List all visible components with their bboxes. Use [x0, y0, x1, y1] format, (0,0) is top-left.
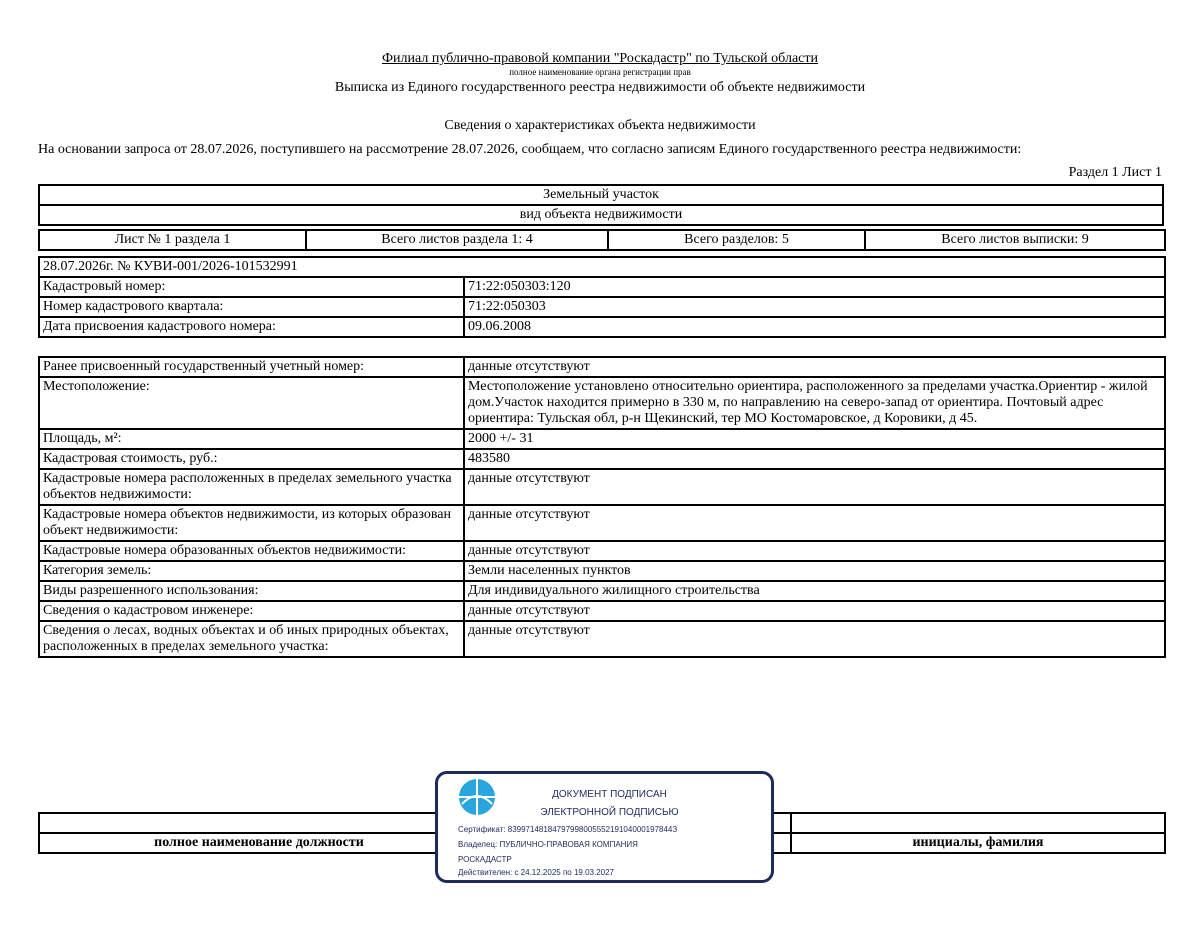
organization-caption: полное наименование органа регистрации прав	[509, 67, 691, 77]
row-label: Площадь, м²:	[39, 429, 464, 449]
row-label: Категория земель:	[39, 561, 464, 581]
characteristics-table	[38, 356, 1166, 658]
row-label: Дата присвоения кадастрового номера:	[39, 317, 464, 337]
row-label: Кадастровые номера объектов недвижимости, из которых образован объект недвижимости:	[39, 505, 464, 541]
row-label: Кадастровые номера образованных объектов недвижимости:	[39, 541, 464, 561]
row-label: Сведения о лесах, водных объектах и об иных природных объектах, расположенных в пределах земельного участка:	[39, 621, 464, 657]
document-number: 28.07.2026г. № КУВИ-001/2026-101532991	[39, 257, 1165, 277]
stamp-line-1: ДОКУМЕНТ ПОДПИСАН	[552, 789, 667, 800]
table-row	[39, 357, 1165, 377]
row-value: данные отсутствуют	[464, 541, 1165, 561]
row-value: данные отсутствуют	[464, 469, 1165, 505]
stamp-certificate: Сертификат: 8399714818479799800555219104000197844З	[458, 825, 678, 834]
row-label: Сведения о кадастровом инженере:	[39, 601, 464, 621]
section-reference: Раздел 1 Лист 1	[1068, 165, 1162, 180]
row-value: данные отсутствуют	[464, 621, 1165, 657]
stamp-line-2: ЭЛЕКТРОННОЙ ПОДПИСЬЮ	[540, 807, 679, 818]
row-label: Кадастровые номера расположенных в пределах земельного участка объектов недвижимости:	[39, 469, 464, 505]
section-title: Сведения о характеристиках объекта недвижимости	[444, 118, 756, 133]
section-sheets-count: Всего листов раздела 1: 4	[306, 230, 608, 250]
row-value: данные отсутствуют	[464, 505, 1165, 541]
info-table	[38, 256, 1166, 338]
row-value: 483580	[464, 449, 1165, 469]
table-row	[39, 469, 1165, 505]
row-value: 71:22:050303:120	[464, 277, 1165, 297]
object-type-table	[38, 184, 1164, 226]
name-caption: инициалы, фамилия	[791, 833, 1165, 853]
table-row	[39, 581, 1165, 601]
sheets-table	[38, 229, 1166, 251]
intro-text: На основании запроса от 28.07.2026, поступившего на рассмотрение 28.07.2026, сообщаем, что согласно записям Единого государственного реестра недвижимости:	[38, 142, 1022, 157]
table-row	[39, 541, 1165, 561]
row-value: Земли населенных пунктов	[464, 561, 1165, 581]
row-value: Для индивидуального жилищного строительства	[464, 581, 1165, 601]
organization-name: Филиал публично-правовой компании "Роскадастр" по Тульской области	[382, 51, 818, 66]
table-row	[39, 429, 1165, 449]
table-row	[39, 277, 1165, 297]
row-value: данные отсутствуют	[464, 357, 1165, 377]
sections-count: Всего разделов: 5	[608, 230, 865, 250]
row-value: 71:22:050303	[464, 297, 1165, 317]
row-value: 09.06.2008	[464, 317, 1165, 337]
position-caption: полное наименование должности	[39, 833, 479, 853]
object-type-caption: вид объекта недвижимости	[39, 205, 1163, 225]
document-title: Выписка из Единого государственного реестра недвижимости об объекте недвижимости	[334, 80, 866, 95]
table-row	[39, 297, 1165, 317]
stamp-owner-2: РОСКАДАСТР	[458, 855, 512, 864]
electronic-signature-stamp	[435, 771, 774, 883]
table-row	[39, 317, 1165, 337]
table-row	[39, 621, 1165, 657]
table-row	[39, 601, 1165, 621]
row-label: Виды разрешенного использования:	[39, 581, 464, 601]
row-value: Местоположение установлено относительно ориентира, расположенного за пределами участка.Ориентир - жилой дом.Участок находится примерно в 330 м, по направлению на северо-запад от ориентира. Почтовый адрес ориентира: Тульская обл, р-н Щекинский, тер МО Костомаровское, д Коровики, д 45.	[464, 377, 1165, 429]
row-label: Местоположение:	[39, 377, 464, 429]
row-label: Ранее присвоенный государственный учетный номер:	[39, 357, 464, 377]
position-field	[39, 813, 479, 833]
total-sheets-count: Всего листов выписки: 9	[865, 230, 1165, 250]
table-row	[39, 561, 1165, 581]
table-row	[39, 377, 1165, 429]
row-label: Кадастровая стоимость, руб.:	[39, 449, 464, 469]
sheet-number: Лист № 1 раздела 1	[39, 230, 306, 250]
row-value: данные отсутствуют	[464, 601, 1165, 621]
stamp-validity: Действителен: с 24.12.2025 по 19.03.2027	[458, 868, 614, 877]
row-value: 2000 +/- 31	[464, 429, 1165, 449]
table-row	[39, 505, 1165, 541]
row-label: Кадастровый номер:	[39, 277, 464, 297]
row-label: Номер кадастрового квартала:	[39, 297, 464, 317]
object-type: Земельный участок	[39, 185, 1163, 205]
stamp-owner: Владелец: ПУБЛИЧНО-ПРАВОВАЯ КОМПАНИЯ	[458, 840, 638, 849]
name-field	[791, 813, 1165, 833]
table-row	[39, 449, 1165, 469]
